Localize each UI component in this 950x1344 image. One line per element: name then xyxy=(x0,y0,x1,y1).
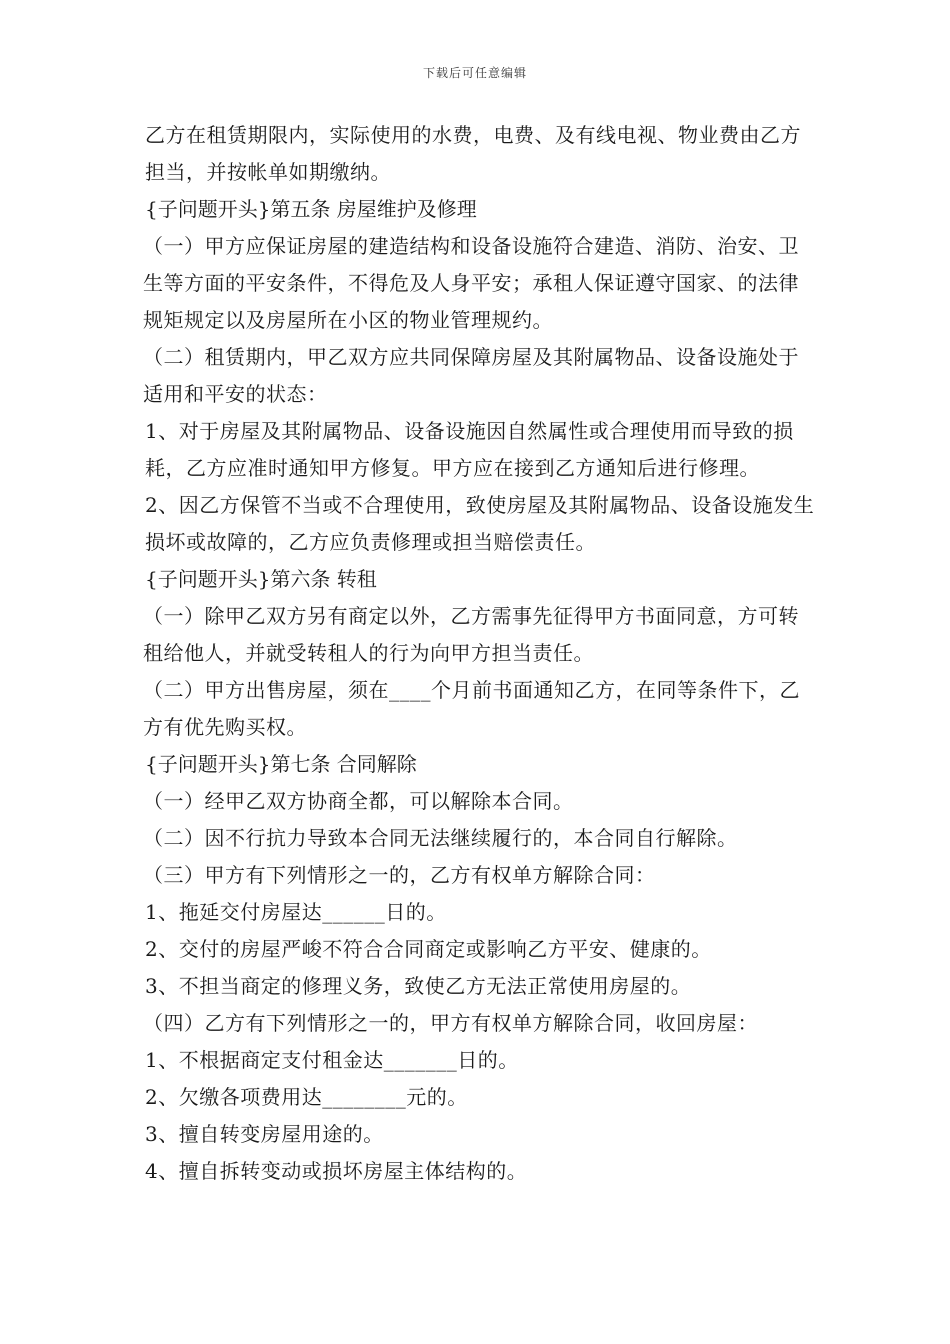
paragraph-7-2: （二）因不行抗力导致本合同无法继续履行的，本合同自行解除。 xyxy=(143,826,738,850)
paragraph-7-4-item-4: 4、擅自拆转变动或损坏房屋主体结构的。 xyxy=(145,1159,528,1183)
paragraph-5-2-item-2: 2、因乙方保管不当或不合理使用，致使房屋及其附属物品、设备设施发生损坏或故障的，乙方应负责修理或担当赔偿责任。 xyxy=(145,493,815,554)
paragraph-7-4-item-2: 2、欠缴各项费用达________元的。 xyxy=(145,1085,468,1109)
paragraph-6-2: （二）甲方出售房屋，须在____个月前书面通知乙方，在同等条件下，乙方有优先购买权。 xyxy=(143,678,800,739)
paragraph-7-3-item-2: 2、交付的房屋严峻不符合合同商定或影响乙方平安、健康的。 xyxy=(145,937,712,961)
paragraph-7-4: （四）乙方有下列情形之一的，甲方有权单方解除合同，收回房屋： xyxy=(143,1011,758,1035)
paragraph-7-3-item-3: 3、不担当商定的修理义务，致使乙方无法正常使用房屋的。 xyxy=(145,974,692,998)
heading-article-7: {子问题开头}第七条 合同解除 xyxy=(145,752,417,776)
heading-article-6: {子问题开头}第六条 转租 xyxy=(145,567,377,591)
paragraph-5-2: （二）租赁期内，甲乙双方应共同保障房屋及其附属物品、设备设施处于适用和平安的状态： xyxy=(143,345,799,406)
paragraph-7-3: （三）甲方有下列情形之一的，乙方有权单方解除合同： xyxy=(143,863,656,887)
document-body xyxy=(145,117,815,1190)
paragraph-utilities: 乙方在租赁期限内，实际使用的水费，电费、及有线电视、物业费由乙方担当，并按帐单如期缴纳。 xyxy=(145,123,801,184)
paragraph-5-1: （一）甲方应保证房屋的建造结构和设备设施符合建造、消防、治安、卫生等方面的平安条件，不得危及人身平安；承租人保证遵守国家、的法律规矩规定以及房屋所在小区的物业管理规约。 xyxy=(143,234,799,332)
paragraph-6-1: （一）除甲乙双方另有商定以外，乙方需事先征得甲方书面同意，方可转租给他人，并就受转租人的行为向甲方担当责任。 xyxy=(143,604,799,665)
paragraph-7-4-item-1: 1、不根据商定支付租金达_______日的。 xyxy=(145,1048,519,1072)
paragraph-5-2-item-1: 1、对于房屋及其附属物品、设备设施因自然属性或合理使用而导致的损耗，乙方应准时通知甲方修复。甲方应在接到乙方通知后进行修理。 xyxy=(145,419,794,480)
paragraph-7-3-item-1: 1、拖延交付房屋达______日的。 xyxy=(145,900,447,924)
paragraph-7-1: （一）经甲乙双方协商全都，可以解除本合同。 xyxy=(143,789,574,813)
paragraph-7-4-item-3: 3、擅自转变房屋用途的。 xyxy=(145,1122,384,1146)
page-header: 下载后可任意编辑 xyxy=(422,66,527,80)
heading-article-5: {子问题开头}第五条 房屋维护及修理 xyxy=(145,197,477,221)
